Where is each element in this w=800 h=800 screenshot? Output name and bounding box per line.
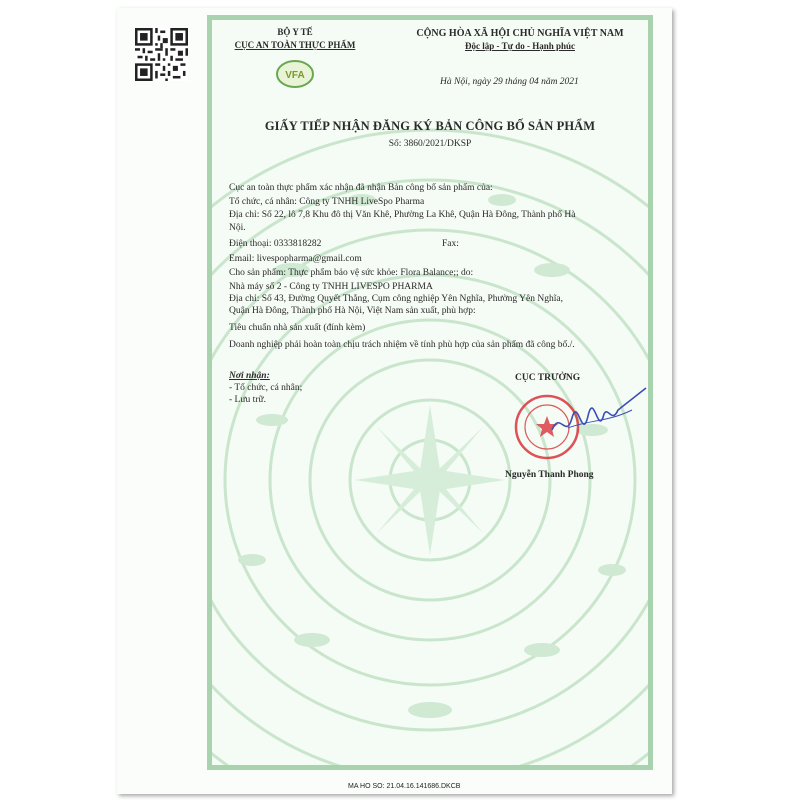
document-number: Số: 3860/2021/DKSP xyxy=(388,139,472,149)
handwritten-signature xyxy=(548,380,648,450)
ministry-name: BỘ Y TẾ xyxy=(277,27,313,37)
intro-text: Cục an toàn thực phẩm xác nhận đã nhận Bản công bố sản phẩm của: xyxy=(229,183,493,193)
product-line: Cho sản phẩm: Thực phẩm bảo vệ sức khỏe: Flora Balance;; do: xyxy=(229,268,474,278)
address-line-1: Địa chỉ: Số 22, lô 7,8 Khu đô thị Văn Khê, Phường La Khê, Quận Hà Đông, Thành phố Hà xyxy=(229,210,576,220)
svg-text:VFA: VFA xyxy=(285,70,305,81)
address-line-2: Nội. xyxy=(229,223,246,233)
country-name: CỘNG HÒA XÃ HỘI CHỦ NGHĨA VIỆT NAM xyxy=(416,28,624,39)
email-line: Email: livespopharma@gmail.com xyxy=(229,254,362,264)
dossier-code: MA HO SO: 21.04.16.141686.DKCB xyxy=(348,783,461,790)
phone-line: Điện thoại: 0333818282 xyxy=(229,239,322,249)
agency-name: CỤC AN TOÀN THỰC PHẨM xyxy=(234,40,356,50)
factory-line: Nhà máy số 2 - Công ty TNHH LIVESPO PHARMA xyxy=(229,282,433,292)
recipient-item-1: - Tổ chức, cá nhân; xyxy=(229,383,303,393)
document-title: GIẤY TIẾP NHẬN ĐĂNG KÝ BẢN CÔNG BỐ SẢN PHẨM xyxy=(264,119,596,133)
issue-date: Hà Nội, ngày 29 tháng 04 năm 2021 xyxy=(440,77,579,87)
recipients-label: Nơi nhận: xyxy=(229,371,270,381)
signer-position: CỤC TRƯỞNG xyxy=(515,373,581,383)
factory-address-line-2: Quận Hà Đông, Thành phố Hà Nội, Việt Nam sản xuất, phù hợp: xyxy=(229,306,476,316)
responsibility-line: Doanh nghiệp phải hoàn toàn chịu trách nhiệm về tính phù hợp của sản phẩm đã công bố./. xyxy=(229,340,575,350)
signer-name: Nguyễn Thanh Phong xyxy=(505,470,594,480)
vfa-logo xyxy=(275,58,315,90)
fax-line: Fax: xyxy=(442,239,459,249)
national-motto: Độc lập - Tự do - Hạnh phúc xyxy=(464,41,575,51)
recipient-item-2: - Lưu trữ. xyxy=(229,395,266,405)
qr-code xyxy=(135,28,188,81)
factory-address-line-1: Địa chỉ: Số 43, Đường Quyết Thắng, Cụm công nghiệp Yên Nghĩa, Phường Yên Nghĩa, xyxy=(229,294,563,304)
organization-line: Tổ chức, cá nhân: Công ty TNHH LiveSpo Pharma xyxy=(229,197,425,207)
standard-line: Tiêu chuẩn nhà sản xuất (đính kèm) xyxy=(229,323,366,333)
